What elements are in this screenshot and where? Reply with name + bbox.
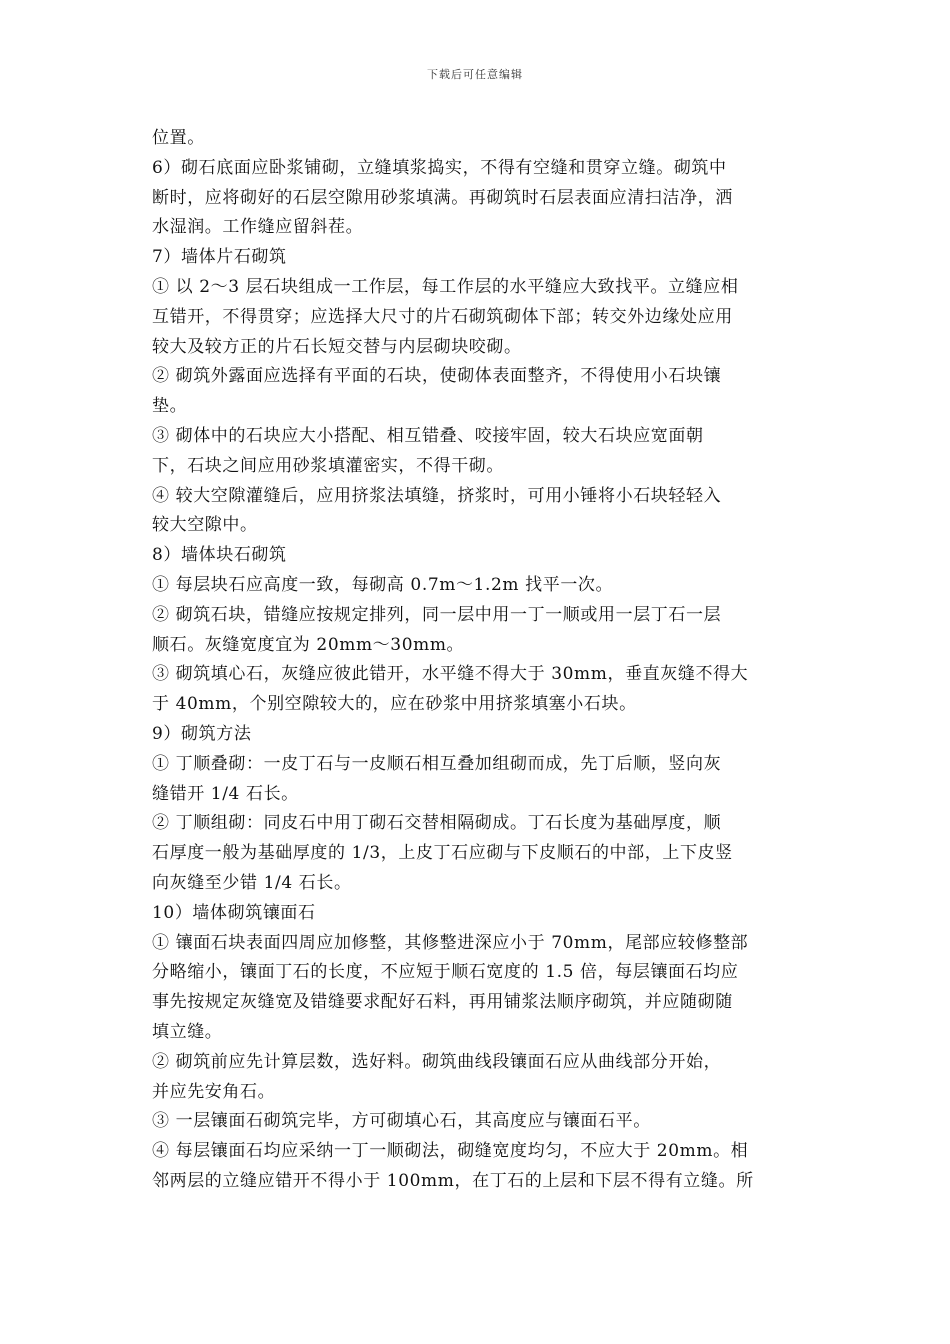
text-line: 向灰缝至少错 1/4 石长。 [152, 872, 352, 893]
text-line: 于 40mm，个别空隙较大的，应在砂浆中用挤浆填塞小石块。 [152, 694, 637, 715]
paragraph [152, 273, 792, 362]
paragraph [152, 154, 792, 243]
paragraph [152, 750, 792, 810]
paragraph [152, 1048, 792, 1108]
text-line: ③ 砌体中的石块应大小搭配、相互错叠、咬接牢固，较大石块应宽面朝 [152, 425, 704, 446]
text-line: 分略缩小，镶面丁石的长度，不应短于顺石宽度的 1.5 倍，每层镶面石均应 [152, 962, 739, 983]
text-line: ① 丁顺叠砌：一皮丁石与一皮顺石相互叠加组砌而成，先丁后顺，竖向灰 [152, 753, 722, 774]
text-line: ② 砌筑外露面应选择有平面的石块，使砌体表面整齐，不得使用小石块镶 [152, 366, 722, 387]
paragraph [152, 571, 792, 601]
text-line: ② 砌筑石块，错缝应按规定排列，同一层中用一丁一顺或用一层丁石一层 [152, 604, 722, 625]
paragraph [152, 601, 792, 661]
paragraph [152, 660, 792, 720]
paragraph [152, 809, 792, 898]
text-line: 较大及较方正的片石长短交替与内层砌块咬砌。 [152, 336, 522, 357]
text-line: 填立缝。 [152, 1021, 223, 1042]
paragraph [152, 362, 792, 422]
paragraph [152, 929, 792, 1048]
text-line: ① 镶面石块表面四周应加修整，其修整进深应小于 70mm，尾部应较修整部 [152, 932, 749, 953]
text-line: 顺石。灰缝宽度宜为 20mm～30mm。 [152, 634, 465, 655]
text-line: 6）砌石底面应卧浆铺砌，立缝填浆捣实，不得有空缝和贯穿立缝。砌筑中 [152, 157, 727, 178]
paragraph [152, 243, 792, 273]
paragraph [152, 541, 792, 571]
text-line: 位置。 [152, 128, 205, 148]
text-line: 石厚度一般为基础厚度的 1/3，上皮丁石应砌与下皮顺石的中部，上下皮竖 [152, 843, 733, 864]
paragraph [152, 899, 792, 929]
paragraph [152, 422, 792, 482]
paragraph [152, 720, 792, 750]
text-line: 垫。 [152, 396, 188, 417]
text-line: ③ 砌筑填心石，灰缝应彼此错开，水平缝不得大于 30mm，垂直灰缝不得大 [152, 664, 749, 685]
text-line: 缝错开 1/4 石长。 [152, 783, 299, 804]
paragraph [152, 482, 792, 542]
paragraph [152, 1107, 792, 1137]
text-line: 邻两层的立缝应错开不得小于 100mm，在丁石的上层和下层不得有立缝。所 [152, 1170, 754, 1191]
text-line: 下，石块之间应用砂浆填灌密实，不得干砌。 [152, 455, 504, 476]
paragraph [152, 1137, 792, 1197]
text-line: 较大空隙中。 [152, 515, 258, 536]
text-line: ② 砌筑前应先计算层数，选好料。砌筑曲线段镶面石应从曲线部分开始， [152, 1051, 722, 1072]
text-line: 断时，应将砌好的石层空隙用砂浆填满。再砌筑时石层表面应清扫洁净，洒 [152, 187, 733, 208]
text-line: ③ 一层镶面石砌筑完毕，方可砌填心石，其高度应与镶面石平。 [152, 1111, 651, 1132]
text-line: 7）墙体片石砌筑 [152, 247, 287, 268]
text-line: 并应先安角石。 [152, 1081, 276, 1102]
paragraph [152, 124, 792, 154]
text-line: 9）砌筑方法 [152, 723, 252, 744]
text-line: 事先按规定灰缝宽及错缝要求配好石料，再用铺浆法顺序砌筑，并应随砌随 [152, 992, 733, 1013]
text-line: ④ 较大空隙灌缝后，应用挤浆法填缝，挤浆时，可用小锤将小石块轻轻入 [152, 485, 722, 506]
text-line: 10）墙体砌筑镶面石 [152, 902, 316, 923]
text-line: ① 以 2～3 层石块组成一工作层，每工作层的水平缝应大致找平。立缝应相 [152, 276, 739, 297]
page-header: 下载后可任意编辑 [427, 68, 523, 81]
text-line: 水湿润。工作缝应留斜茬。 [152, 217, 364, 238]
text-line: 互错开，不得贯穿；应选择大尺寸的片石砌筑砌体下部；转交外边缘处应用 [152, 306, 733, 327]
document-body [152, 124, 792, 1197]
text-line: ④ 每层镶面石均应采纳一丁一顺砌法，砌缝宽度均匀，不应大于 20mm。相 [152, 1141, 749, 1162]
text-line: ① 每层块石应高度一致，每砌高 0.7m～1.2m 找平一次。 [152, 574, 614, 595]
text-line: ② 丁顺组砌：同皮石中用丁砌石交替相隔砌成。丁石长度为基础厚度，顺 [152, 813, 722, 834]
text-line: 8）墙体块石砌筑 [152, 545, 287, 566]
